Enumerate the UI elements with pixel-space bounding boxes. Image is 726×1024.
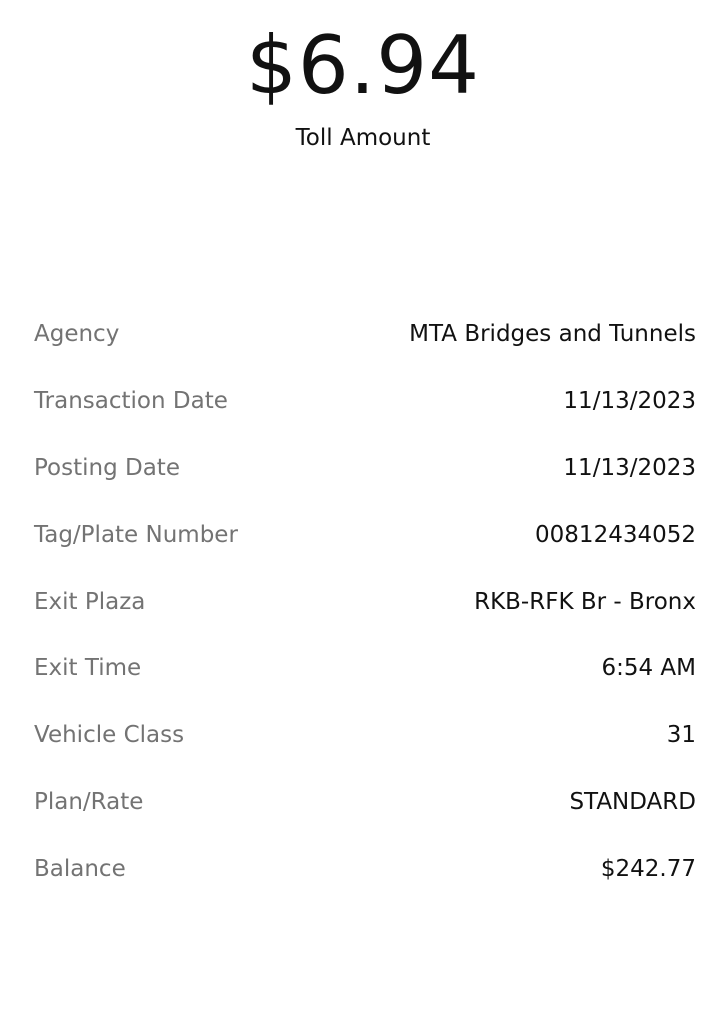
detail-row-balance <box>34 846 696 913</box>
detail-row-exit-time <box>34 645 696 712</box>
transaction-details-list <box>34 311 696 913</box>
exit-plaza-value: RKB-RFK Br - Bronx <box>474 588 696 615</box>
tag-plate-number-label: Tag/Plate Number <box>34 521 238 548</box>
toll-amount-header <box>0 19 726 152</box>
vehicle-class-label: Vehicle Class <box>34 722 185 749</box>
posting-date-label: Posting Date <box>34 454 180 481</box>
toll-amount-label: Toll Amount <box>295 125 431 151</box>
vehicle-class-value: 31 <box>666 722 696 749</box>
balance-value: $242.77 <box>600 856 696 883</box>
detail-row-transaction-date <box>34 378 696 445</box>
detail-row-vehicle-class <box>34 712 696 779</box>
agency-value: MTA Bridges and Tunnels <box>409 321 696 347</box>
transaction-date-value: 11/13/2023 <box>563 387 696 414</box>
detail-row-posting-date <box>34 445 696 512</box>
detail-row-agency <box>34 311 696 378</box>
exit-time-value: 6:54 AM <box>601 655 696 682</box>
agency-label: Agency <box>34 321 120 347</box>
balance-label: Balance <box>34 856 126 883</box>
plan-rate-label: Plan/Rate <box>34 789 144 816</box>
exit-time-label: Exit Time <box>34 655 142 682</box>
tag-plate-number-value: 00812434052 <box>535 521 696 548</box>
detail-row-exit-plaza <box>34 579 696 646</box>
exit-plaza-label: Exit Plaza <box>34 588 146 615</box>
posting-date-value: 11/13/2023 <box>563 454 696 481</box>
plan-rate-value: STANDARD <box>569 789 696 816</box>
toll-amount-value: $6.94 <box>245 19 481 112</box>
transaction-date-label: Transaction Date <box>34 387 228 414</box>
detail-row-tag-plate-number <box>34 512 696 579</box>
detail-row-plan-rate <box>34 779 696 846</box>
